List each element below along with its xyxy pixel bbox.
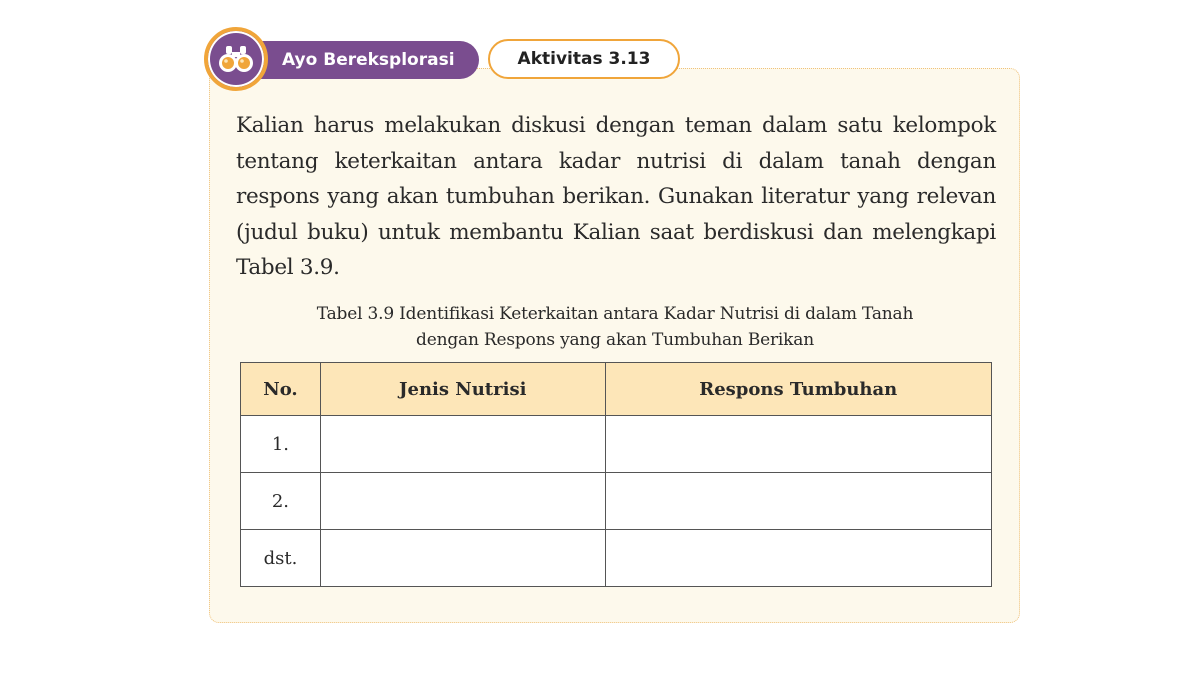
header-no: No. [241,363,321,416]
jenis-nutrisi-cell[interactable] [320,530,605,587]
table-caption [240,301,990,353]
nutrient-response-table [240,362,992,587]
binoculars-icon [218,43,254,75]
respons-tumbuhan-cell[interactable] [605,416,992,473]
activity-label: Aktivitas 3.13 [517,49,651,69]
row-number: 2. [241,473,321,530]
respons-tumbuhan-cell[interactable] [605,530,992,587]
row-number: 1. [241,416,321,473]
table-row [241,416,992,473]
header-respons-tumbuhan: Respons Tumbuhan [605,363,992,416]
row-number: dst. [241,530,321,587]
table-row [241,530,992,587]
section-label-pill [236,41,479,79]
table-caption-line-1: Tabel 3.9 Identifikasi Keterkaitan antara Kadar Nutrisi di dalam Tanah [316,304,914,324]
instruction-paragraph: Kalian harus melakukan diskusi dengan teman dalam satu kelompok tentang keterkaitan antara kadar nutrisi di dalam tanah dengan respons yang akan tumbuhan berikan. Gunakan literatur yang relevan (judul buku) untuk membantu Kalian saat berdiskusi dan melengkapi Tabel 3.9. [236,113,996,280]
respons-tumbuhan-cell[interactable] [605,473,992,530]
jenis-nutrisi-cell[interactable] [320,473,605,530]
section-label: Ayo Bereksplorasi [282,50,455,70]
jenis-nutrisi-cell[interactable] [320,416,605,473]
activity-label-pill [488,39,680,79]
table-row [241,473,992,530]
table-caption-line-2: dengan Respons yang akan Tumbuhan Berikan [416,330,814,350]
header-jenis-nutrisi: Jenis Nutrisi [320,363,605,416]
table-header-row [241,363,992,416]
binoculars-badge [204,27,268,91]
